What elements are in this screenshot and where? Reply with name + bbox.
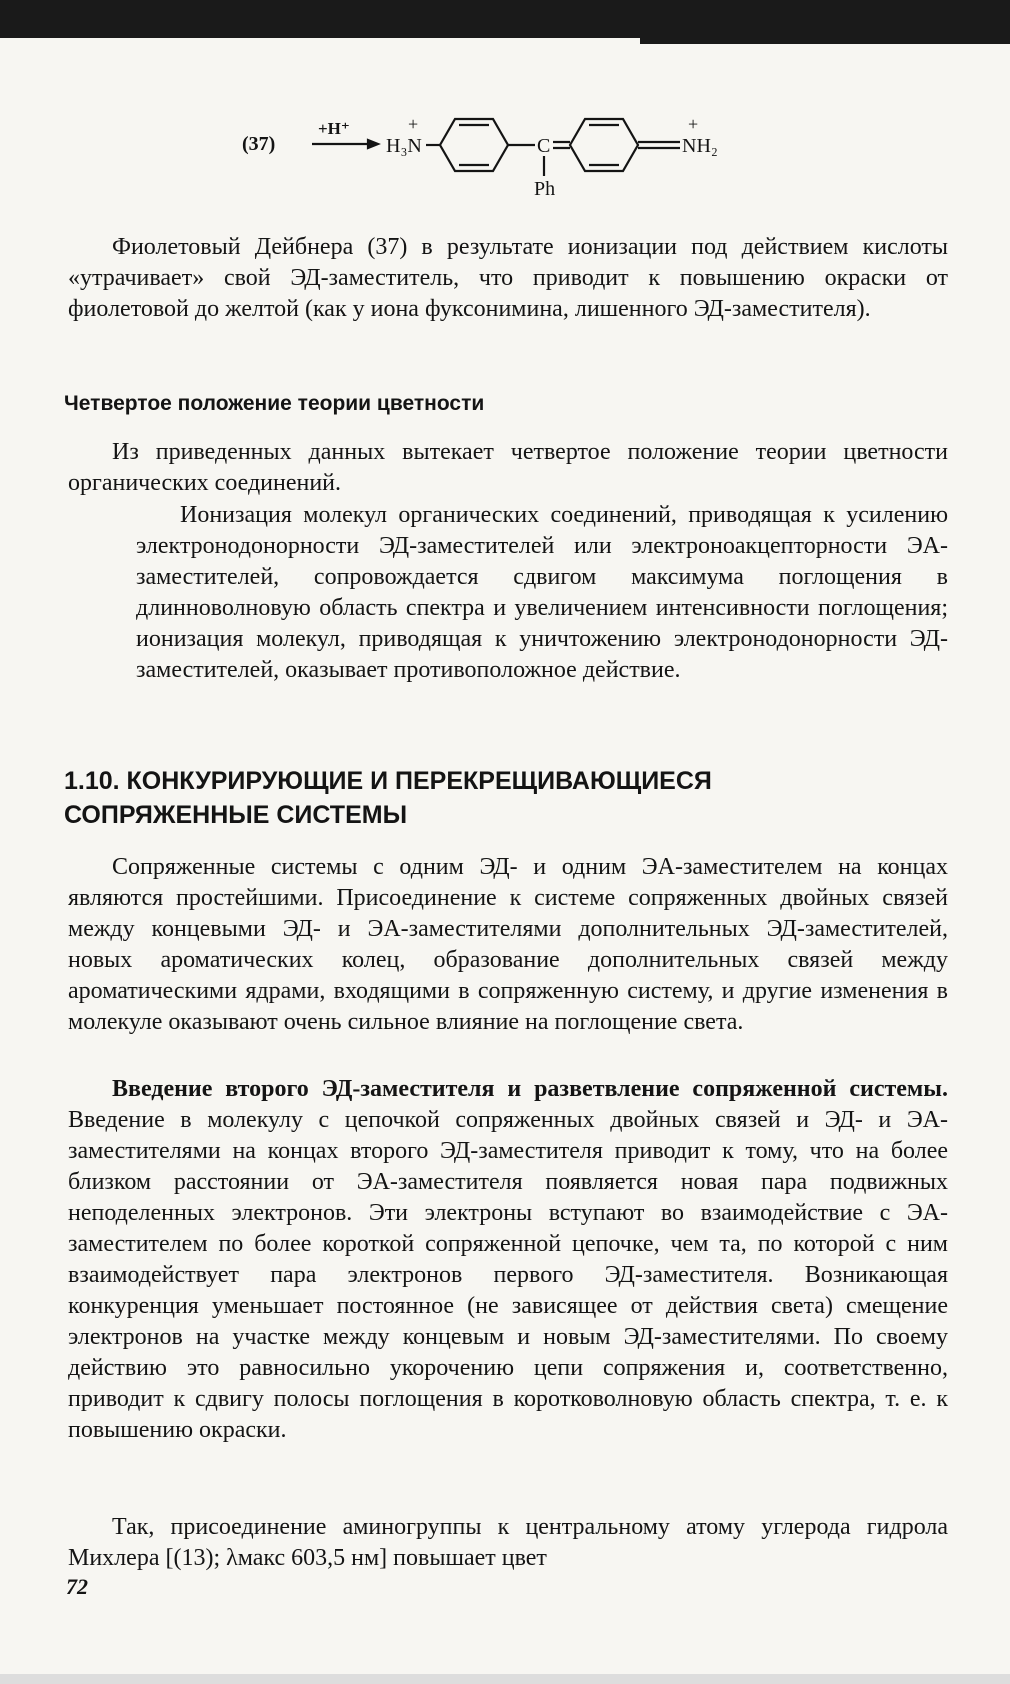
chemical-scheme-37: [240, 100, 800, 220]
quinoid-ring-right: [570, 119, 638, 171]
scan-bottom-edge: [0, 1674, 1010, 1684]
postulate-statement: Ионизация молекул органических соединений, приводящая к усилению электронодонорности ЭД-заместителей или электроноакцепторности ЭА-заместителей, сопровождается сдвигом максимума поглощения в длинноволновую область спектра и увеличением интенсивности поглощения; ионизация молекул, приводящая к уничтожению электронодонорности ЭД-заместителей, оказывает противоположное действие.: [136, 502, 948, 683]
right-amino-group: NH₂: [682, 135, 718, 157]
arrow-label: +H⁺: [318, 119, 350, 138]
paragraph-fourth-postulate-intro: Из приведенных данных вытекает четвертое положение теории цветности органических соединений.: [68, 439, 948, 496]
page-number: 72: [66, 1574, 88, 1599]
scheme-number: (37): [242, 133, 276, 155]
scan-top-edge-step: [640, 36, 1010, 44]
left-amino-group: H₃N: [386, 135, 422, 157]
right-charge: +: [688, 114, 699, 134]
benzene-ring-left: [440, 119, 508, 171]
paragraph-lead-bold: Введение второго ЭД-заместителя и разветвление сопряженной системы.: [112, 1076, 948, 1102]
paragraph-dabner-violet: Фиолетовый Дейбнера (37) в результате ионизации под действием кислоты «утрачивает» свой ЭД-заместитель, что приводит к повышению окраски от фиолетовой до желтой (как у иона фуксонимина, лишенного ЭД-заместителя).: [68, 234, 948, 322]
left-charge: +: [408, 114, 419, 134]
arrow-head: [368, 140, 378, 148]
phenyl-group: Ph: [534, 178, 556, 200]
scan-top-edge: [0, 0, 1010, 38]
central-carbon: C: [537, 135, 551, 157]
paragraph-body: Введение в молекулу с цепочкой сопряженных двойных связей и ЭД- и ЭА-заместителями на концах второго ЭД-заместителя приводит к тому, что на более близком расстоянии от ЭА-заместителя появляется новая пара подвижных неподеленных электронов. Эти электроны вступают во взаимодействие с ЭА-заместителем по более короткой сопряженной цепочке, чем та, по которой с ним взаимодействует пара электронов первого ЭД-заместителя. Возникающая конкуренция уменьшает постоянное (не зависящее от действия света) смещение электронов на участке между концевым и новым ЭД-заместителями. По своему действию это равносильно укорочению цепи сопряжения и, соответственно, приводит к сдвигу полосы поглощения в коротковолновую область спектра, т. е. к повышению окраски.: [68, 1107, 948, 1443]
paragraph-conjugated-systems: Сопряженные системы с одним ЭД- и одним ЭА-заместителем на концах являются простейшими. Присоединение к системе сопряженных двойных связей между концевыми ЭД- и ЭА-заместителями дополнительных ЭД-заместителей, новых ароматических колец, образование дополнительных связей между ароматическими ядрами, входящими в сопряженную систему, и другие изменения в молекуле оказывают очень сильное влияние на поглощение света.: [68, 854, 948, 1035]
section-heading-1-10: 1.10. КОНКУРИРУЮЩИЕ И ПЕРЕКРЕЩИВАЮЩИЕСЯ СОПРЯЖЕННЫЕ СИСТЕМЫ: [64, 767, 712, 829]
subheading-fourth-postulate: Четвертое положение теории цветности: [64, 392, 485, 415]
paragraph-second-ed-substituent: [68, 1074, 948, 1446]
paragraph-michler-hydrol: Так, присоединение аминогруппы к центральному атому углерода гидрола Михлера [(13); λмакс 603,5 нм] повышает цвет: [68, 1514, 948, 1571]
